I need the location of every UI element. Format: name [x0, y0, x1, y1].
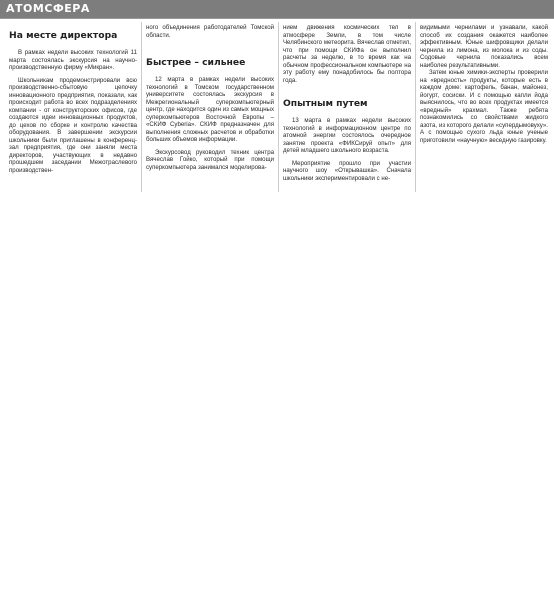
article-paragraph: В рамках недели высоких технологий 11 марта состоялась экскурсия на научно-производственную фирму «Микран». — [9, 49, 137, 71]
column-divider — [415, 22, 416, 192]
column-4 — [420, 24, 548, 144]
article-paragraph: ного объединения работодателей Томской области. — [146, 24, 274, 39]
article-paragraph: 12 марта в рамках недели высоких технологий в Томском государственном университете состоялась экскурсия в Межрегиональный суперкомпьютерный центр, где находится один из самых мощных суперкомпьютеров Восточной Европы – «СКИФ Cyberia». СКИФ предназначен для выполнения сложных расчетов и обработки больших объемов информации. — [146, 76, 274, 143]
section-header — [0, 0, 554, 18]
article-title-director: На месте директора — [9, 30, 118, 41]
header-divider — [0, 18, 554, 19]
article-paragraph: Школьникам продемонстрировали всю производственно-сбытовую цепочку инновационного предприятия, показали, как происходит работа во всех подразделениях компании - от конструкторских офисов, где создаются идеи инновационных продуктов, до цехов по сборке и контролю качества оборудования. В завершении экскурсии школьники были приглашены в конференц-зал предприятия, где они заняли места директоров, участвующих в недавно прошедшем заседании Межотраслевого производствен- — [9, 76, 137, 174]
column-3 — [283, 24, 411, 182]
article-paragraph: нием движения космических тел в атмосфере Земли, в том числе Челябинского метеорита. Вячеслав отметил, что при помощи СКИФа он выполнил расчеты за неделю, в то время как на обычном профессиональном компьютере на эту работу ему понадобилось бы полтора года. — [283, 24, 411, 84]
column-divider — [278, 22, 279, 192]
article-paragraph: видимыми чернилами и узнавали, какой способ их создания окажется наиболее эффективным. Юные шифровщики делали чернила из лимона, из молока и из соды. Содовые чернила показались всем наиболее результативными. — [420, 24, 548, 69]
section-title: АТОМСФЕРА — [6, 2, 90, 15]
article-paragraph: Затем юные химики-эксперты проверили на «вредность» продукты, которые есть в каждом доме: картофель, банан, майонез, йогурт, сосиски. И с помощью капли йода выяснилось, что во всех продуктах имеется «вредный» крахмал. Также ребята познакомились со свойствами жидкого азота, из которого делали «супердымовуху». А с помощью сухого льда юные ученые приготовили «научную» веседную газировку. — [420, 69, 548, 144]
article-title-experiment: Опытным путем — [283, 98, 368, 109]
article-paragraph: Мероприятие прошло при участии научного шоу «Открывашка». Сначала школьники экспериментировали с не- — [283, 159, 411, 182]
column-2 — [146, 24, 274, 171]
article-title-faster: Быстрее – сильнее — [146, 57, 246, 68]
column-divider — [141, 22, 142, 192]
article-paragraph: 13 марта в рамках недели высоких технологий в информационном центре по атомной энергии состоялось очередное занятие проекта «ФИКСируй опыт» для детей младшего школьного возраста. — [283, 117, 411, 154]
column-1 — [9, 24, 137, 174]
article-paragraph: Экскурсовод руководил техник центра Вячеслав Гойко, который при помощи суперкомпьютера занимался моделирова- — [146, 148, 274, 171]
